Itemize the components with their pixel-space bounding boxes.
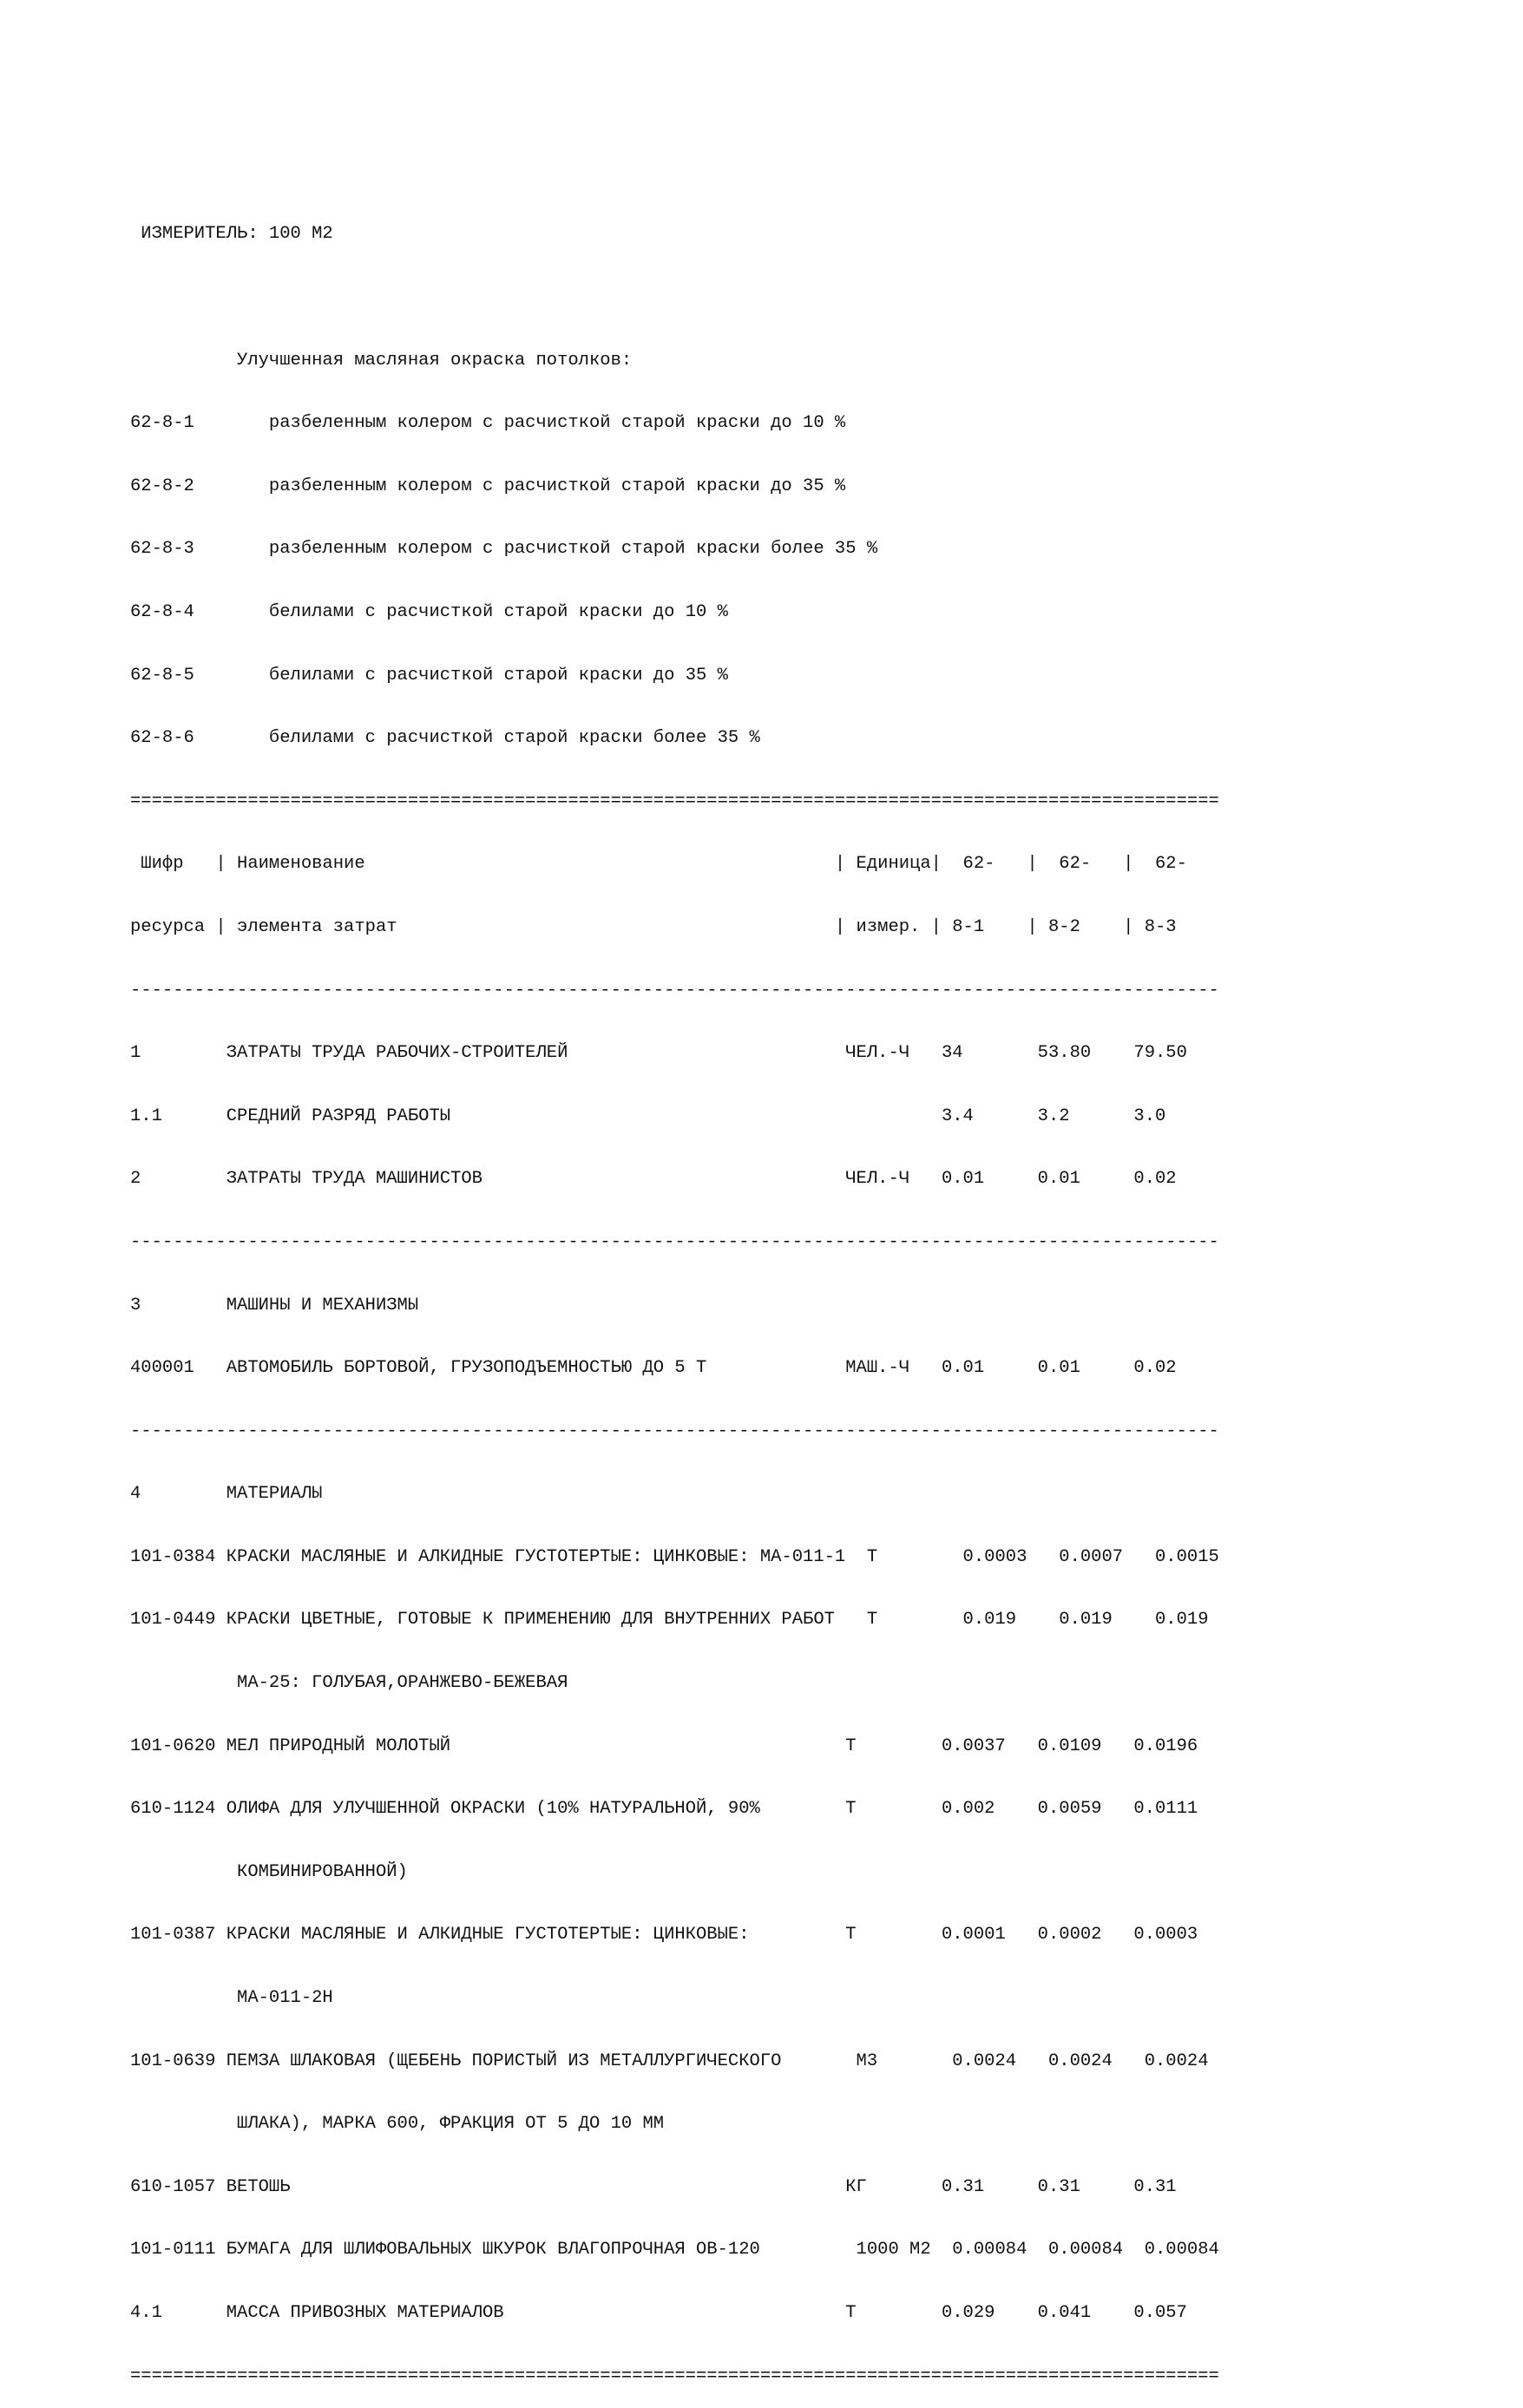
table-row: 4.1 МАССА ПРИВОЗНЫХ МАТЕРИАЛОВ Т 0.029 0.041 0.057	[130, 2303, 1187, 2323]
table-row: 101-0111 БУМАГА ДЛЯ ШЛИФОВАЛЬНЫХ ШКУРОК ВЛАГОПРОЧНАЯ ОВ-120 1000 М2 0.00084 0.00084 0.00084	[130, 2240, 1219, 2260]
table-row: 1 ЗАТРАТЫ ТРУДА РАБОЧИХ-СТРОИТЕЛЕЙ ЧЕЛ.-Ч 34 53.80 79.50	[130, 1043, 1187, 1064]
single-rule: ------------------------------------------------------------------------------------------------------	[130, 1231, 1219, 1252]
table-row: 101-0639 ПЕМЗА ШЛАКОВАЯ (ЩЕБЕНЬ ПОРИСТЫЙ ИЗ МЕТАЛЛУРГИЧЕСКОГО М3 0.0024 0.0024 0.0024	[130, 2050, 1209, 2071]
table-row: 1.1 СРЕДНИЙ РАЗРЯД РАБОТЫ 3.4 3.2 3.0	[130, 1106, 1166, 1126]
table-row: 610-1124 ОЛИФА ДЛЯ УЛУЧШЕННОЙ ОКРАСКИ (10% НАТУРАЛЬНОЙ, 90% Т 0.002 0.0059 0.0111	[130, 1799, 1198, 1820]
single-rule: ------------------------------------------------------------------------------------------------------	[130, 980, 1219, 1001]
resource-table-document	[130, 182, 1219, 2408]
unit-header: ИЗМЕРИТЕЛЬ: 100 М2	[130, 224, 333, 245]
norm-item: 62-8-6 белилами с расчисткой старой краски более 35 %	[130, 728, 760, 749]
table-row-continuation: МА-25: ГОЛУБАЯ,ОРАНЖЕВО-БЕЖЕВАЯ	[130, 1673, 568, 1694]
table-row: 101-0449 КРАСКИ ЦВЕТНЫЕ, ГОТОВЫЕ К ПРИМЕНЕНИЮ ДЛЯ ВНУТРЕННИХ РАБОТ Т 0.019 0.019 0.019	[130, 1610, 1209, 1630]
norm-item: 62-8-5 белилами с расчисткой старой краски до 35 %	[130, 665, 728, 686]
table-row: 101-0620 МЕЛ ПРИРОДНЫЙ МОЛОТЫЙ Т 0.0037 0.0109 0.0196	[130, 1735, 1198, 1756]
double-rule: ======================================================================================================	[130, 2365, 1219, 2386]
norm-item: 62-8-2 разбеленным колером с расчисткой старой краски до 35 %	[130, 476, 846, 496]
table-row-continuation: МА-011-2Н	[130, 1988, 333, 2009]
norm-item: 62-8-1 разбеленным колером с расчисткой старой краски до 10 %	[130, 413, 846, 434]
norm-item: 62-8-4 белилами с расчисткой старой краски до 10 %	[130, 601, 728, 622]
table-row: 2 ЗАТРАТЫ ТРУДА МАШИНИСТОВ ЧЕЛ.-Ч 0.01 0.01 0.02	[130, 1169, 1177, 1190]
table-row: 4 МАТЕРИАЛЫ	[130, 1484, 323, 1505]
single-rule: ------------------------------------------------------------------------------------------------------	[130, 1421, 1219, 1441]
table-row: 3 МАШИНЫ И МЕХАНИЗМЫ	[130, 1295, 419, 1316]
table-row-continuation: КОМБИНИРОВАННОЙ)	[130, 1861, 408, 1882]
table-header-row: ресурса | элемента затрат | измер. | 8-1 | 8-2 | 8-3	[130, 916, 1177, 937]
blank-line	[130, 287, 1219, 308]
table-header-row: Шифр | Наименование | Единица| 62- | 62- | 62-	[130, 854, 1187, 875]
norm-item: 62-8-3 разбеленным колером с расчисткой старой краски более 35 %	[130, 539, 878, 560]
table-row: 610-1057 ВЕТОШЬ КГ 0.31 0.31 0.31	[130, 2176, 1177, 2197]
table-row-continuation: ШЛАКА), МАРКА 600, ФРАКЦИЯ ОТ 5 ДО 10 ММ	[130, 2114, 665, 2135]
table-row: 101-0384 КРАСКИ МАСЛЯНЫЕ И АЛКИДНЫЕ ГУСТОТЕРТЫЕ: ЦИНКОВЫЕ: МА-011-1 Т 0.0003 0.0007 0.0015	[130, 1546, 1219, 1567]
section-title: Улучшенная масляная окраска потолков:	[130, 350, 633, 371]
table-row: 400001 АВТОМОБИЛЬ БОРТОВОЙ, ГРУЗОПОДЪЕМНОСТЬЮ ДО 5 Т МАШ.-Ч 0.01 0.01 0.02	[130, 1358, 1177, 1379]
table-row: 101-0387 КРАСКИ МАСЛЯНЫЕ И АЛКИДНЫЕ ГУСТОТЕРТЫЕ: ЦИНКОВЫЕ: Т 0.0001 0.0002 0.0003	[130, 1925, 1198, 1945]
double-rule: ======================================================================================================	[130, 791, 1219, 811]
